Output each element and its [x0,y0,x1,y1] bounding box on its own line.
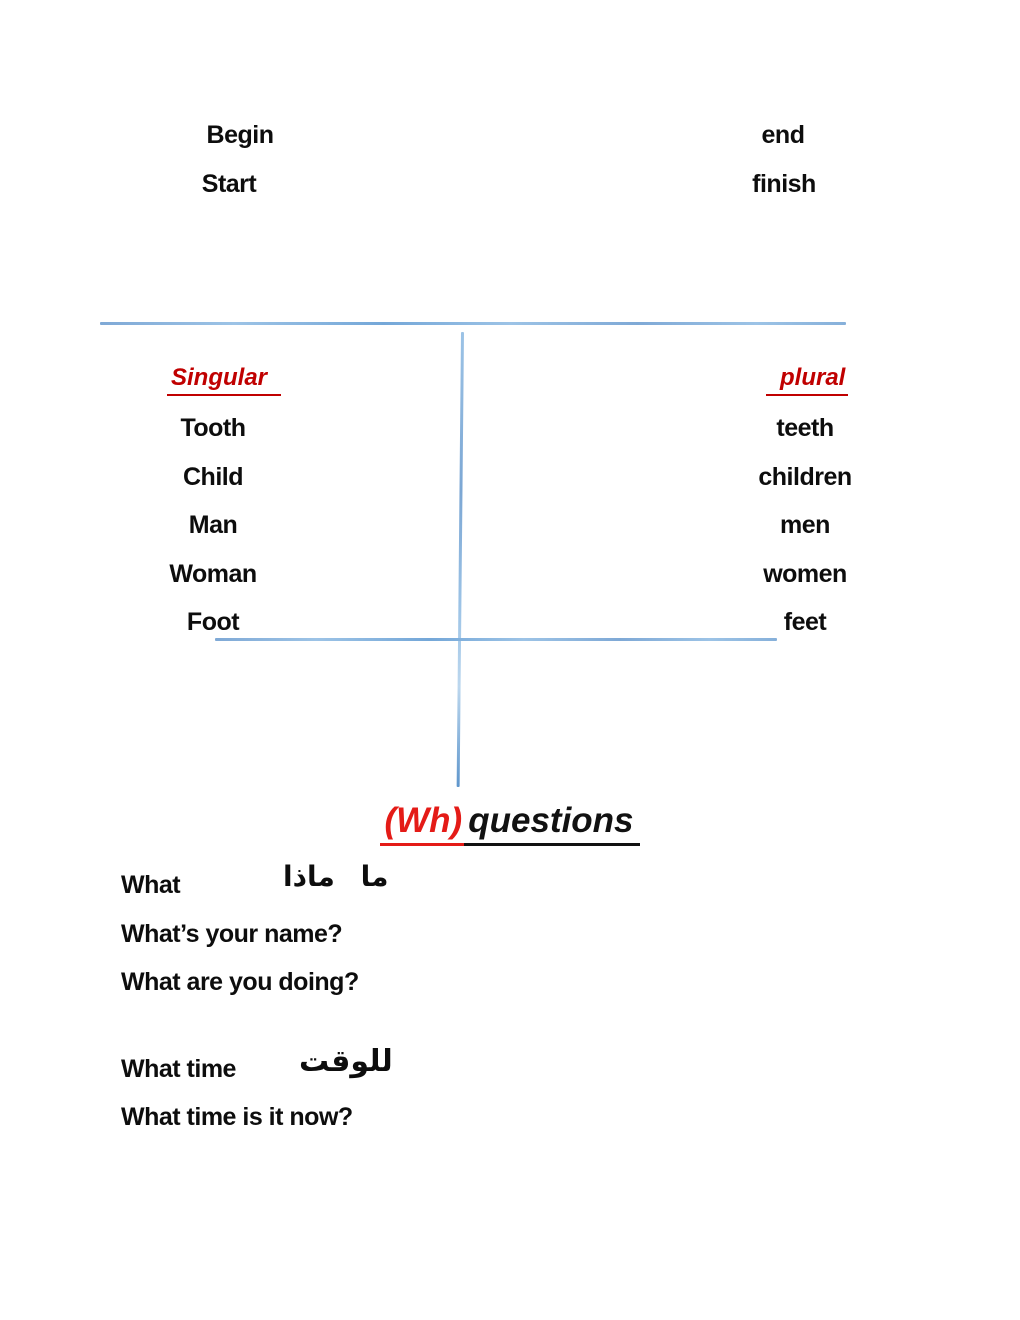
question-what-time-is-it-now: What time is it now? [121,1103,353,1131]
what-arabic-translation: ما ماذا [283,860,389,893]
singular-word: Tooth [180,414,246,442]
singular-word: Man [188,511,238,539]
plural-word: feet [783,608,827,636]
divider-line-top [100,322,846,325]
question-whats-your-name: What’s your name? [121,920,343,948]
plural-word: teeth [776,414,834,442]
what-time-arabic-translation: للوقت [299,1044,393,1079]
singular-word: Foot [186,608,240,636]
what-time-label: What time [121,1055,236,1083]
singular-word: Woman [169,560,257,588]
plural-word: children [758,463,852,491]
divider-line-vertical [457,332,464,787]
wh-heading-red: (Wh) [380,800,464,846]
question-what-are-you-doing: What are you doing? [121,968,359,996]
singular-word: Child [183,463,243,491]
what-label: What [121,871,181,899]
vocab-word-end: end [761,121,805,149]
vocab-word-finish: finish [752,170,816,198]
plural-word: men [780,511,830,539]
plural-word: women [763,560,847,588]
wh-heading-black: questions [464,800,639,846]
vocab-word-begin: Begin [206,121,274,149]
wh-questions-heading [0,800,1020,846]
plural-header: plural [766,365,848,396]
vocab-word-start: Start [201,170,257,198]
singular-header: Singular [167,365,281,396]
divider-line-bottom [215,638,777,641]
